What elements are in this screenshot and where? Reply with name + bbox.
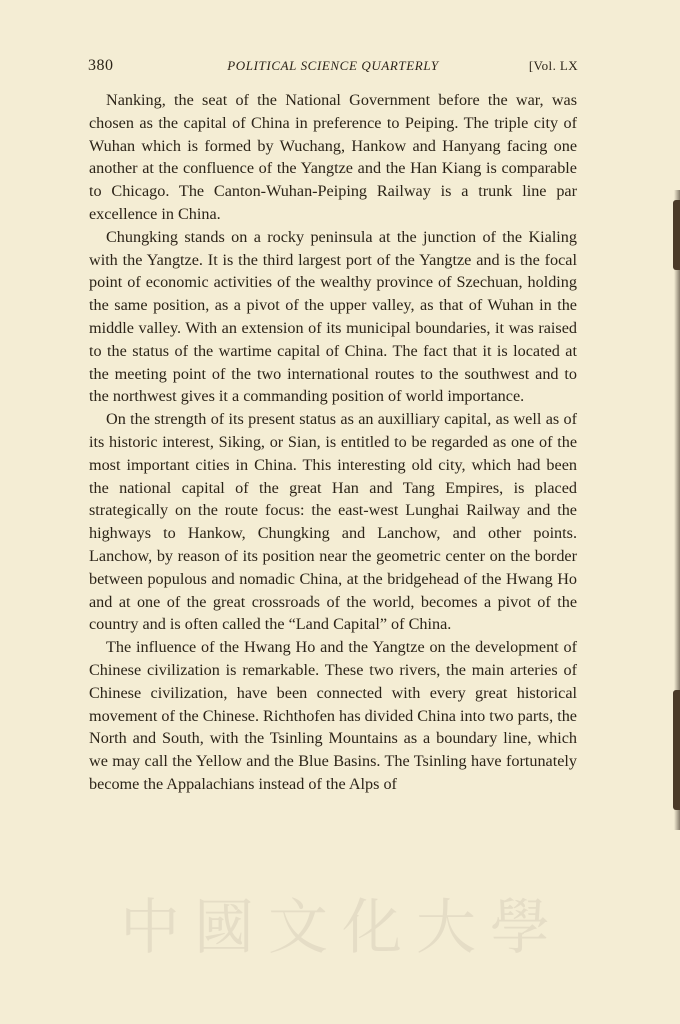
body-text: [89, 89, 577, 796]
page-number: 380: [88, 57, 114, 74]
page-edge-stain: [673, 690, 680, 810]
paragraph: On the strength of its present status as an auxilliary capital, as well as of its historic interest, Siking, or Sian, is entitled to be regarded as one of the most important cities in China. This interesting old city, which had been the national capital of the great Han and Tang Empires, is placed strategically on the route focus: the east-west Lunghai Railway and the highways to Hankow, Chungking and Lanchow, and other points. Lanchow, by reason of its position near the geometric center on the border between populous and nomadic China, at the bridgehead of the Hwang Ho and at one of the great crossroads of the world, becomes a pivot of the country and is often called the “Land Capital” of China.: [89, 410, 577, 634]
library-watermark: 中國文化大學: [120, 893, 564, 963]
paragraph: Nanking, the seat of the National Government before the war, was chosen as the capital of China in preference to Peiping. The triple city of Wuhan which is formed by Wuchang, Hankow and Hanyang facing one another at the confluence of the Yangtze and the Han Kiang is comparable to Chicago. The Canton-Wuhan-Peiping Railway is a trunk line par excellence in China.: [89, 91, 577, 223]
journal-title: POLITICAL SCIENCE QUARTERLY: [227, 58, 439, 73]
volume-label: [Vol. LX: [528, 58, 578, 73]
paragraph: Chungking stands on a rocky peninsula at the junction of the Kialing with the Yangtze. It is the third largest port of the Yangtze and is the focal point of economic activities of the wealthy province of Szechuan, holding the same position, as a pivot of the upper valley, as that of Wuhan in the middle valley. With an extension of its municipal boundaries, it was raised to the status of the wartime capital of China. The fact that it is located at the meeting point of the two international routes to the southwest and to the northwest gives it a commanding position of world importance.: [89, 227, 577, 406]
running-head: [88, 56, 578, 78]
paragraph: The influence of the Hwang Ho and the Yangtze on the development of Chinese civilization is remarkable. These two rivers, the main arteries of Chinese civilization, have been connected with every great historical movement of the Chinese. Richthofen has divided China into two parts, the North and South, with the Tsinling Mountains as a boundary line, which we may call the Yellow and the Blue Basins. The Tsinling have fortunately become the Appalachians instead of the Alps of: [89, 638, 577, 793]
page-edge-stain: [673, 200, 680, 270]
